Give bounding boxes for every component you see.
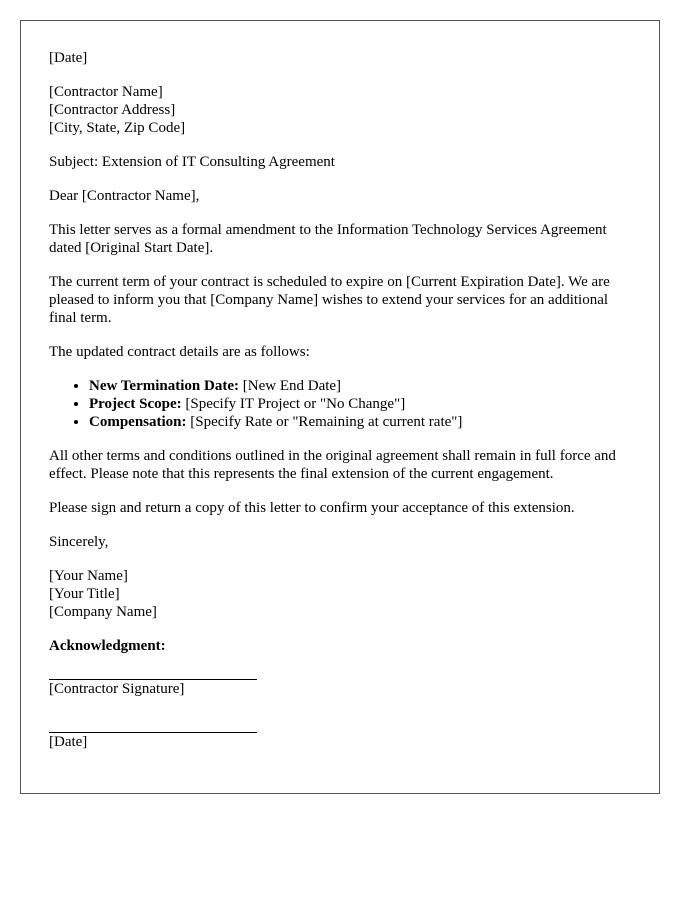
letter-paragraph-details-intro: The updated contract details are as follows: xyxy=(49,344,310,360)
recipient-name: [Contractor Name] xyxy=(49,84,163,100)
detail-label: New Termination Date: xyxy=(89,378,239,394)
acknowledgment-title: Acknowledgment: xyxy=(49,638,166,654)
signature-spacer xyxy=(49,698,631,732)
detail-item-compensation xyxy=(89,413,631,431)
sender-company: [Company Name] xyxy=(49,604,157,620)
detail-item-termination-date xyxy=(89,377,631,395)
sender-title: [Your Title] xyxy=(49,586,120,602)
detail-item-project-scope xyxy=(89,395,631,413)
sender-name: [Your Name] xyxy=(49,568,128,584)
contract-details-list xyxy=(49,377,631,431)
detail-label: Compensation: xyxy=(89,414,187,430)
acknowledgment-date-label: [Date] xyxy=(49,734,88,750)
letter-subject: Subject: Extension of IT Consulting Agreement xyxy=(49,154,335,170)
letter-paragraph-amendment: This letter serves as a formal amendment to the Information Technology Services Agreement dated [Original Start Date]. xyxy=(49,222,607,256)
letter-closing: Sincerely, xyxy=(49,534,109,550)
detail-value: [New End Date] xyxy=(239,378,342,394)
contractor-signature-block xyxy=(49,679,631,698)
acknowledgment-date-block xyxy=(49,732,631,751)
letter-paragraph-sign-request: Please sign and return a copy of this letter to confirm your acceptance of this extension. xyxy=(49,500,575,516)
letter-paragraph-extension: The current term of your contract is scheduled to expire on [Current Expiration Date]. We are pleased to inform you that [Company Name] wishes to extend your services for an additional final term. xyxy=(49,274,610,326)
recipient-address-block xyxy=(49,83,631,137)
detail-value: [Specify IT Project or "No Change"] xyxy=(181,396,406,412)
detail-label: Project Scope: xyxy=(89,396,182,412)
letter-page xyxy=(20,20,660,794)
letter-salutation: Dear [Contractor Name], xyxy=(49,188,200,204)
recipient-address: [Contractor Address] xyxy=(49,102,176,118)
contractor-signature-label: [Contractor Signature] xyxy=(49,681,185,697)
recipient-city-state-zip: [City, State, Zip Code] xyxy=(49,120,186,136)
detail-value: [Specify Rate or "Remaining at current rate"] xyxy=(186,414,463,430)
letter-date: [Date] xyxy=(49,50,88,66)
letter-paragraph-terms: All other terms and conditions outlined in the original agreement shall remain in full force and effect. Please note that this represents the final extension of the current engagement. xyxy=(49,448,616,482)
sender-block xyxy=(49,567,631,621)
